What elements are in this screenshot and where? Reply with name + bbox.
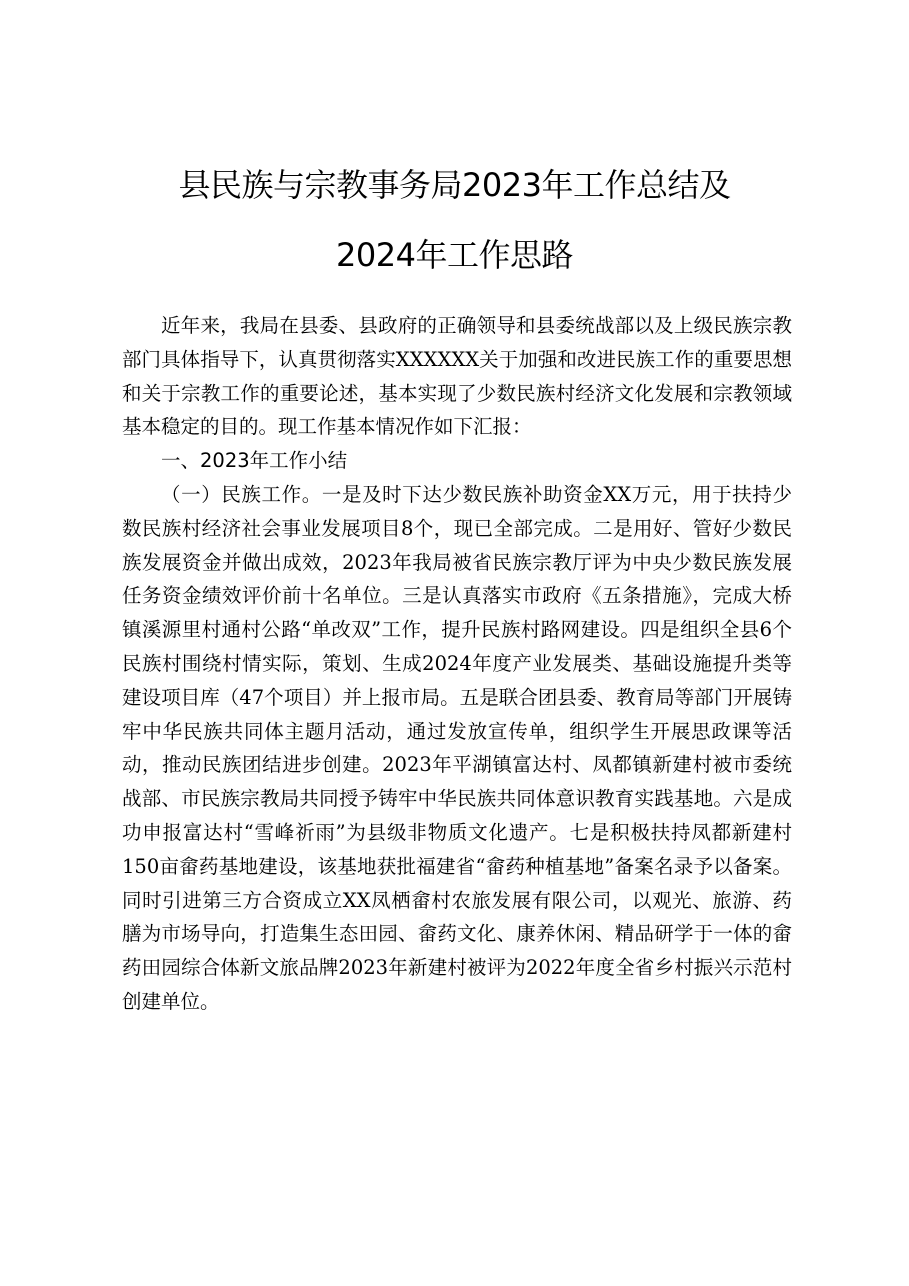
section-heading: 一、2023年工作小结: [161, 449, 348, 473]
document-title-line2: 2024年工作思路: [336, 236, 573, 274]
body-paragraph: （一）民族工作。一是及时下达少数民族补助资金XX万元，用于扶持少数民族村经济社会事业发展项目8个，现已全部完成。二是用好、管好少数民族发展资金并做出成效，2023年我局被省民族宗教厅评为中央少数民族发展任务资金绩效评价前十名单位。三是认真落实市政府《五条措施》，完成大桥镇溪源里村通村公路“单改双”工作，提升民族村路网建设。四是组织全县6个民族村围绕村情实际，策划、生成2024年度产业发展类、基础设施提升类等建设项目库（47个项目）并上报市局。五是联合团县委、教育局等部门开展铸牢中华民族共同体主题月活动，通过发放宣传单，组织学生开展思政课等活动，推动民族团结进步创建。2023年平湖镇富达村、凤都镇新建村被市委统战部、市民族宗教局共同授予铸牢中华民族共同体意识教育实践基地。六是成功申报富达村“雪峰祈雨”为县级非物质文化遗产。七是积极扶持凤都新建村150亩畲药基地建设，该基地获批福建省“畲药种植基地”备案名录予以备案。同时引进第三方合资成立XX凤栖畲村农旅发展有限公司，以观光、旅游、药膳为市场导向，打造集生态田园、畲药文化、康养休闲、精品研学于一体的畲药田园综合体新文旅品牌2023年新建村被评为2022年度全省乡村振兴示范村创建单位。: [122, 482, 792, 1013]
intro-paragraph: 近年来，我局在县委、县政府的正确领导和县委统战部以及上级民族宗教部门具体指导下，认真贯彻落实XXXXXX关于加强和改进民族工作的重要思想和关于宗教工作的重要论述，基本实现了少数民族村经济文化发展和宗教领域基本稳定的目的。现工作基本情况作如下汇报：: [122, 314, 792, 439]
document-body: [122, 309, 792, 1019]
document-title-line1: 县民族与宗教事务局2023年工作总结及: [178, 166, 731, 204]
